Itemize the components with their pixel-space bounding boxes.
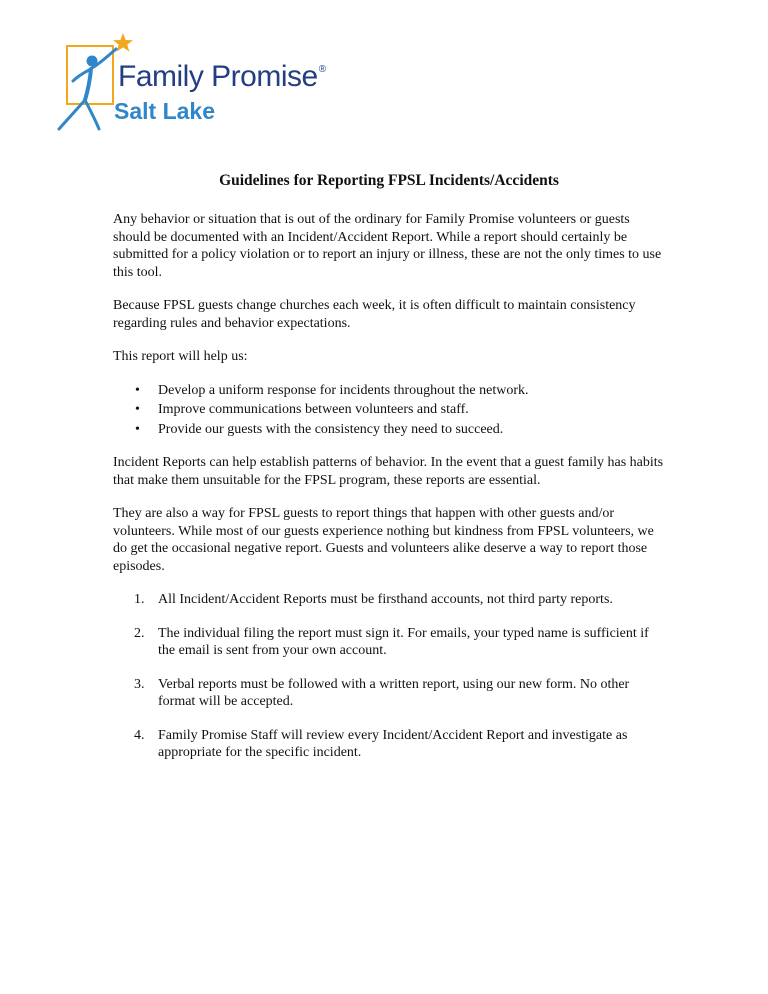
paragraph-consistency: Because FPSL guests change churches each week, it is often difficult to maintain consistency regarding rules and behavior expectations. [113,298,636,331]
bullet-list [113,382,665,439]
bullet-marker: • [135,382,140,398]
list-item [113,727,665,762]
logo-location: Salt Lake [114,98,215,124]
paragraph-intro: Any behavior or situation that is out of the ordinary for Family Promise volunteers or guests should be documented with an Incident/Accident Report. While a report should certainly be submitted for a policy violation or to report an injury or illness, these are not the only times to use this tool. [113,212,662,280]
item-number: 1. [134,592,145,607]
item-number: 4. [134,727,145,743]
item-text: Family Promise Staff will review every Incident/Accident Report and investigate as appropriate for the specific incident. [158,727,628,760]
family-promise-logo [52,30,342,140]
logo-registered-mark: ® [318,64,326,75]
bullet-marker: • [135,421,140,437]
bullet-marker: • [135,402,140,417]
bullet-text: Improve communications between volunteers and staff. [158,402,469,417]
document-body [113,171,665,778]
bullet-text: Develop a uniform response for incidents throughout the network. [158,382,529,398]
bullet-text: Provide our guests with the consistency they need to succeed. [158,421,504,437]
paragraph-guest-reports: They are also a way for FPSL guests to report things that happen with other guests and/or volunteers. While most of our guests experience nothing but kindness from FPSL volunteers, we do get the occasional negative report. Guests and volunteers alike deserve a way to report those episodes. [113,506,654,574]
numbered-list [113,591,665,762]
logo-wordmark [118,60,326,94]
list-item [113,401,665,419]
item-number: 3. [134,676,145,692]
logo-name: Family Promise [118,60,318,93]
paragraph-patterns: Incident Reports can help establish patterns of behavior. In the event that a guest family has habits that make them unsuitable for the FPSL program, these reports are essential. [113,455,664,488]
item-text: All Incident/Accident Reports must be firsthand accounts, not third party reports. [158,592,613,607]
list-item [113,591,665,609]
item-text: The individual filing the report must sign it. For emails, your typed name is sufficient if the email is sent from your own account. [158,625,649,658]
list-item [113,382,665,400]
item-number: 2. [134,625,145,641]
item-text: Verbal reports must be followed with a written report, using our new form. No other format will be accepted. [158,676,630,709]
list-item [113,676,665,711]
list-item [113,421,665,439]
paragraph-list-lead: This report will help us: [113,349,248,364]
document-title: Guidelines for Reporting FPSL Incidents/Accidents [219,172,559,189]
list-item [113,625,665,660]
